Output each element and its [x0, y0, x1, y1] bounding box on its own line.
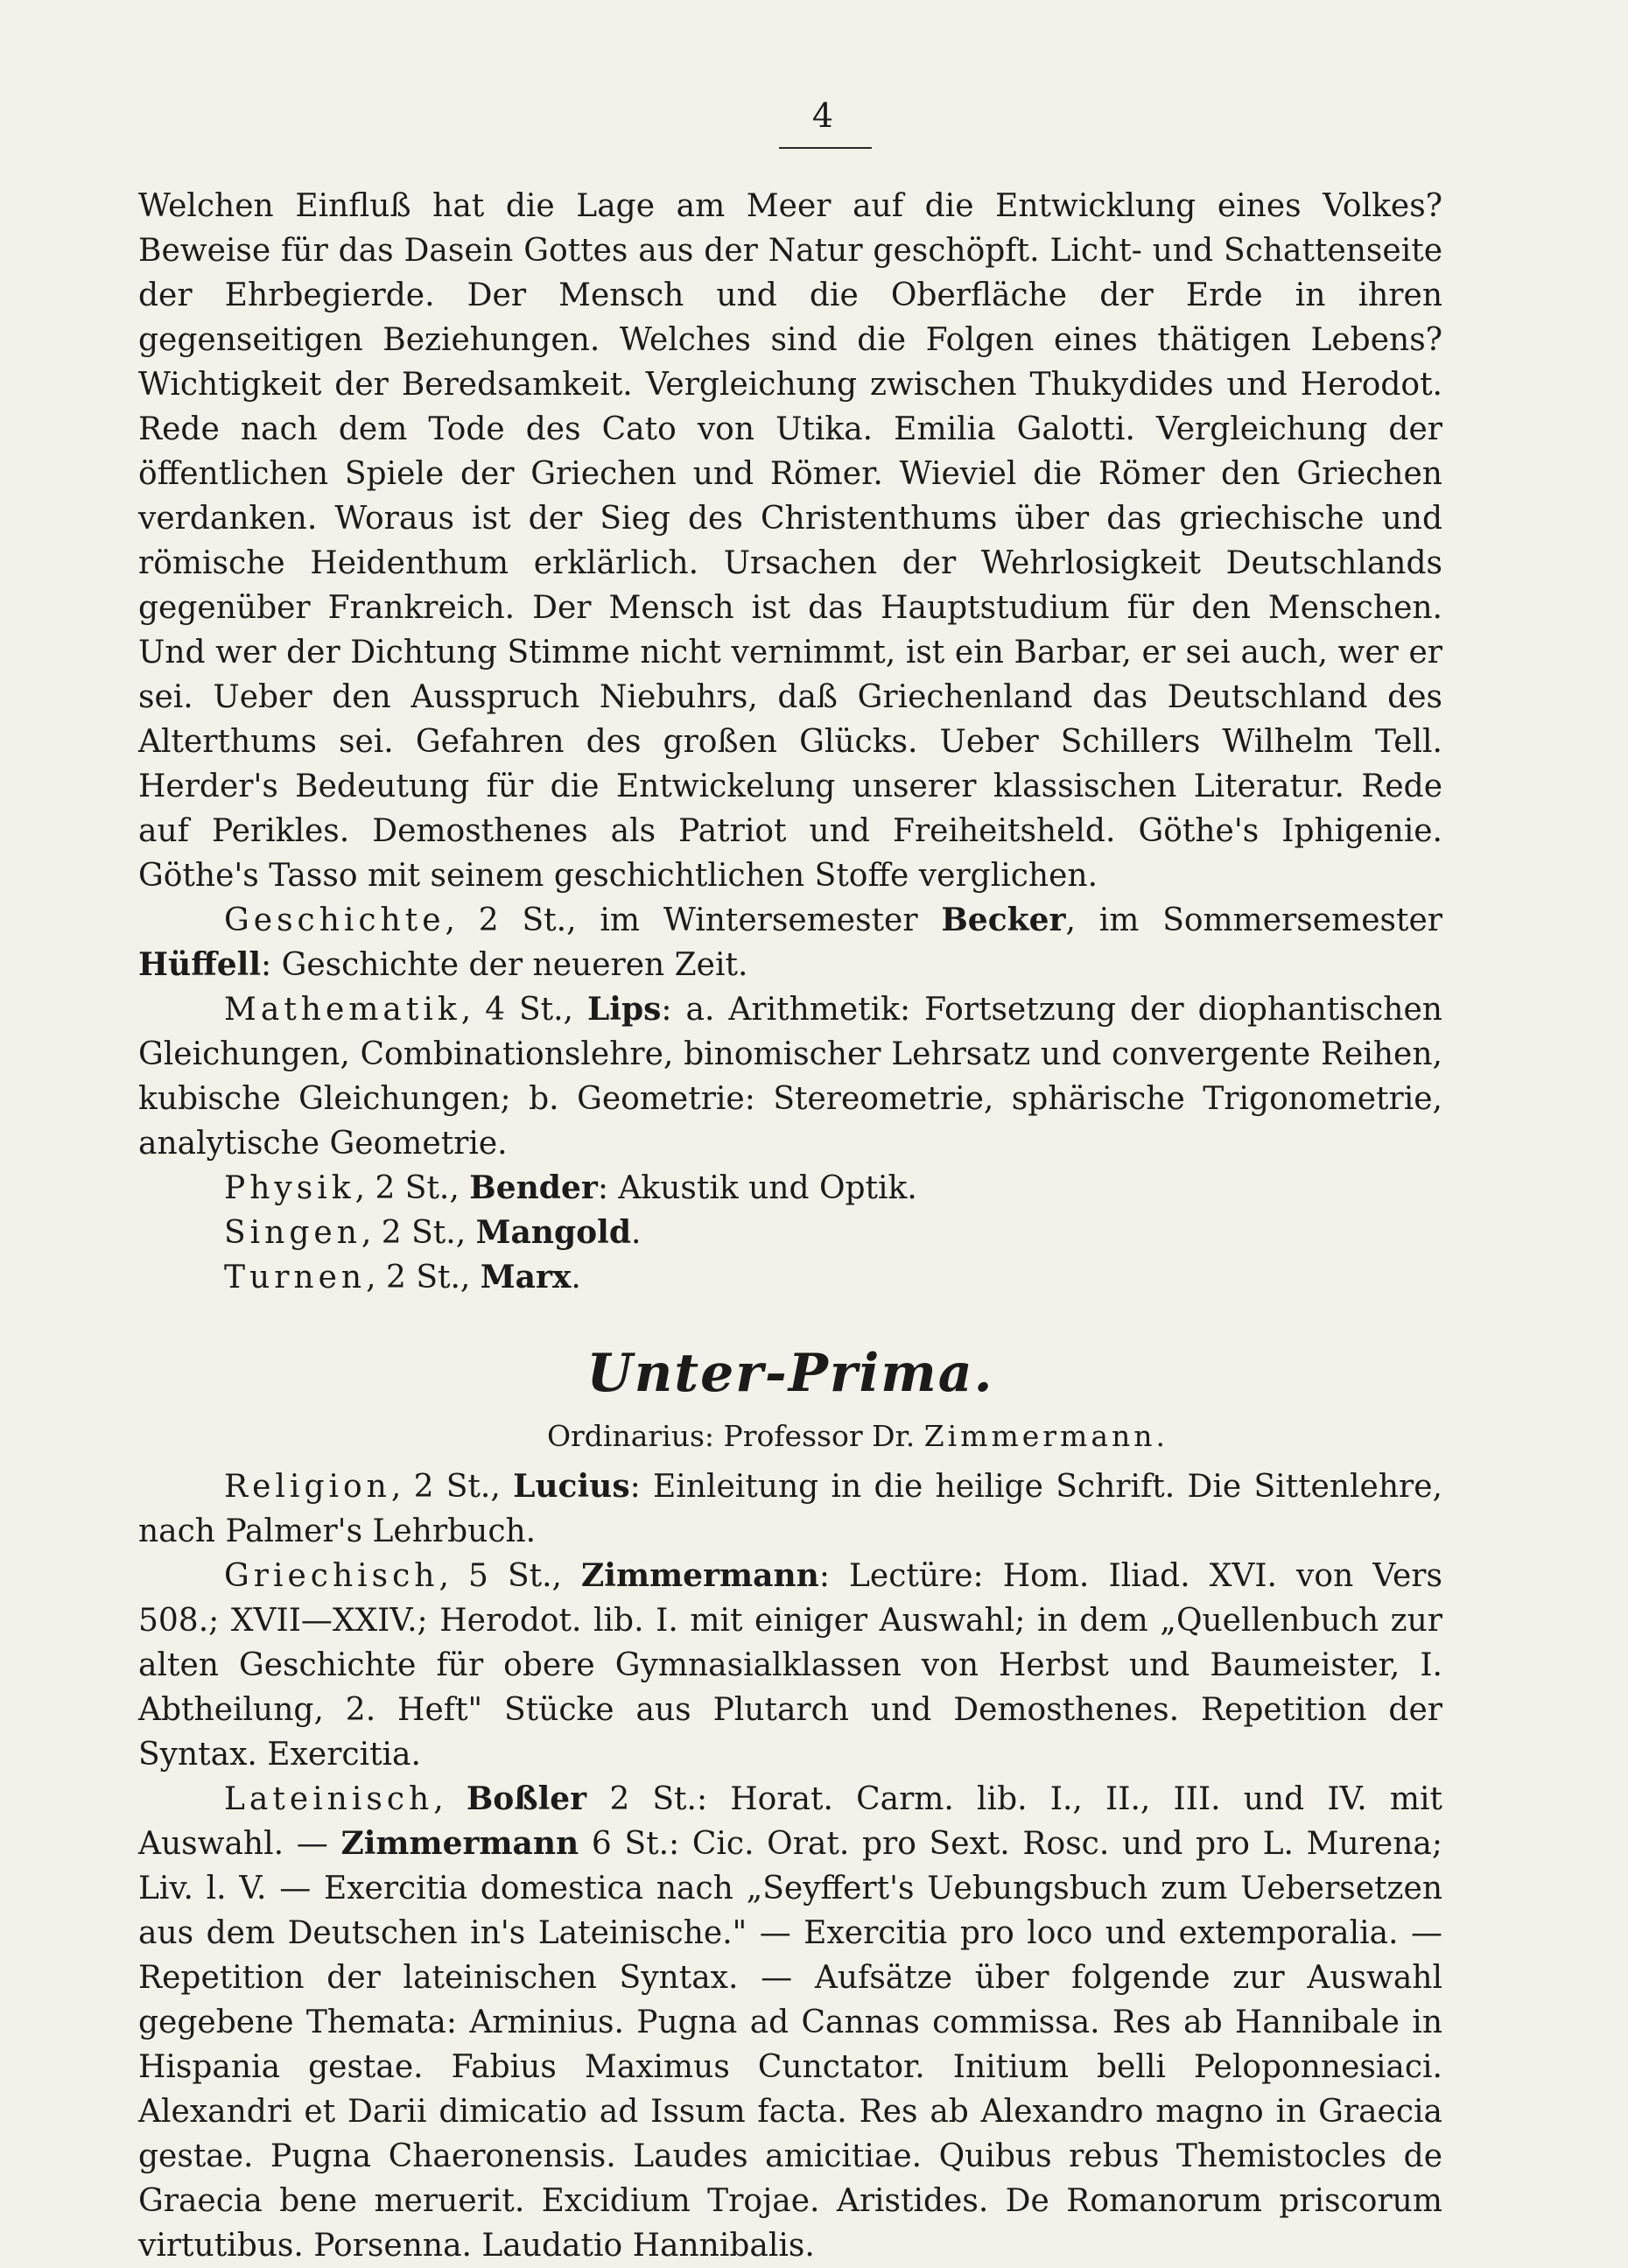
subject-singen: Singen, 2 St., Mangold.: [224, 1214, 642, 1251]
teacher-name: Lips: [586, 991, 662, 1028]
teacher-name: Mangold: [475, 1214, 631, 1251]
subject-name: Geschichte: [224, 902, 446, 938]
page-number: 4: [811, 96, 834, 135]
page-body: [138, 184, 1442, 2268]
subject-name: Physik: [224, 1170, 355, 1206]
teacher-name: Zimmermann: [340, 1825, 579, 1862]
subject-mathematik: Mathematik, 4 St., Lips: a. Arithmetik: Fortsetzung der diophantischen Gleichungen, Combinationslehre, binomischer Lehrsatz und convergente Reihen, kubische Gleichungen; b. Geometrie: Stereometrie, sphärische Trigonometrie, analytische Geometrie.: [138, 991, 1442, 1162]
teacher-name: Marx: [480, 1259, 572, 1295]
subject-name: Religion: [224, 1469, 391, 1505]
teacher-name: Becker: [941, 902, 1066, 938]
subject-turnen: Turnen, 2 St., Marx.: [224, 1259, 581, 1295]
teacher-name: Lucius: [513, 1468, 630, 1505]
subject-griechisch: Griechisch, 5 St., Zimmermann: Lectüre: Hom. Iliad. XVI. von Vers 508.; XVII—XXIV.; Herodot. lib. I. mit einiger Auswahl; in dem „Quellenbuch zur alten Geschichte für obere Gymnasialklassen von Herbst und Baumeister, I. Abtheilung, 2. Heft" Stücke aus Plutarch und Demosthenes. Repetition der Syntax. Exercitia.: [138, 1557, 1442, 1773]
ordinarius-name: Zimmermann: [923, 1419, 1156, 1453]
header-rule: [779, 147, 872, 149]
subject-religion: Religion, 2 St., Lucius: Einleitung in die heilige Schrift. Die Sittenlehre, nach Palmer's Lehrbuch.: [138, 1468, 1443, 1549]
section-title: Unter-Prima.: [586, 1343, 994, 1404]
subject-name: Lateinisch: [224, 1781, 434, 1817]
teacher-name: Zimmermann: [581, 1557, 819, 1594]
ordinarius-line: Ordinarius: Professor Dr. Zimmermann.: [546, 1419, 1166, 1453]
subject-lateinisch: Lateinisch, Boßler 2 St.: Horat. Carm. lib. I., II., III. und IV. mit Auswahl. — Zimmermann 6 St.: Cic. Orat. pro Sext. Rosc. und pro L. Murena; Liv. l. V. — Exercitia domestica nach „Seyffert's Uebungsbuch zum Uebersetzen aus dem Deutschen in's Lateinische." — Exercitia pro loco und extemporalia. — Repetition der lateinischen Syntax. — Aufsätze über folgende zur Auswahl gegebene Themata: Arminius. Pugna ad Cannas commissa. Res ab Hannibale in Hispania gestae. Fabius Maximus Cunctator. Initium belli Peloponnesiaci. Alexandri et Darii dimicatio ad Issum facta. Res ab Alexandro magno in Graecia gestae. Pugna Chaeronensis. Laudes amicitiae. Quibus rebus Themistocles de Graecia bene meruerit. Excidium Trojae. Aristides. De Romanorum priscorum virtutibus. Porsenna. Laudatio Hannibalis.: [138, 1780, 1443, 2264]
subject-name: Turnen: [224, 1260, 367, 1295]
subject-name: Singen: [224, 1215, 361, 1251]
teacher-name: Hüffell: [138, 946, 261, 983]
subject-name: Mathematik: [224, 992, 461, 1028]
essay-topics-paragraph: Welchen Einfluß hat die Lage am Meer auf die Entwicklung eines Volkes? Beweise für das Dasein Gottes aus der Natur geschöpft. Licht- und Schattenseite der Ehrbegierde. Der Mensch und die Oberfläche der Erde in ihren gegenseitigen Beziehungen. Welches sind die Folgen eines thätigen Lebens? Wichtigkeit der Beredsamkeit. Vergleichung zwischen Thukydides und Herodot. Rede nach dem Tode des Cato von Utika. Emilia Galotti. Vergleichung der öffentlichen Spiele der Griechen und Römer. Wieviel die Römer den Griechen verdanken. Woraus ist der Sieg des Christenthums über das griechische und römische Heidenthum erklärlich. Ursachen der Wehrlosigkeit Deutschlands gegenüber Frankreich. Der Mensch ist das Hauptstudium für den Menschen. Und wer der Dichtung Stimme nicht vernimmt, ist ein Barbar, er sei auch, wer er sei. Ueber den Ausspruch Niebuhrs, daß Griechenland das Deutschland des Alterthums sei. Gefahren des großen Glücks. Ueber Schillers Wilhelm Tell. Herder's Bedeutung für die Entwickelung unserer klassischen Literatur. Rede auf Perikles. Demosthenes als Patriot und Freiheitsheld. Göthe's Iphigenie. Göthe's Tasso mit seinem geschichtlichen Stoffe verglichen.: [138, 188, 1442, 894]
teacher-name: Boßler: [466, 1780, 587, 1817]
teacher-name: Bender: [469, 1169, 598, 1206]
subject-physik: Physik, 2 St., Bender: Akustik und Optik.: [224, 1169, 917, 1206]
subject-name: Griechisch: [224, 1558, 439, 1594]
subject-geschichte: Geschichte, 2 St., im Wintersemester Becker, im Sommersemester Hüffell: Geschichte der neueren Zeit.: [138, 902, 1442, 983]
